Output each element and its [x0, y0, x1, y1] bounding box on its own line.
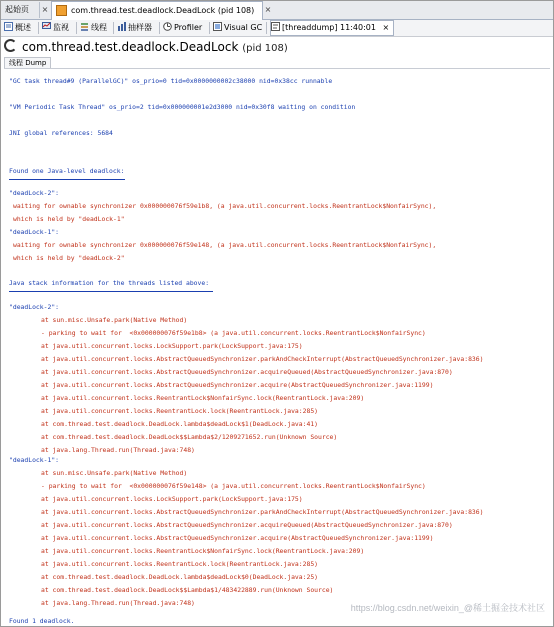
tab-deadlock-app[interactable] [51, 1, 263, 20]
stack-frame: at sun.misc.Unsafe.park(Native Method) [41, 316, 188, 324]
application-icon [56, 5, 67, 16]
profiler-button[interactable] [163, 21, 202, 35]
page-title [4, 38, 288, 56]
threads-icon [80, 22, 89, 31]
monitor-button[interactable] [42, 21, 69, 35]
dump-line: "deadLock-1": [9, 228, 60, 236]
dump-line: waiting for ownable synchronizer 0x000000076f59e1b8, (a java.util.concurrent.locks.ReentrantLock$NonfairSync), [13, 202, 437, 210]
divider [9, 179, 125, 180]
overview-label: 概述 [15, 23, 31, 32]
overview-button[interactable] [4, 21, 31, 35]
visual-gc-icon [213, 22, 222, 31]
stack-frame: at java.util.concurrent.locks.ReentrantLock.lock(ReentrantLock.java:285) [41, 407, 319, 415]
dump-line: which is held by "deadLock-2" [13, 254, 125, 262]
stack-frame: at sun.misc.Unsafe.park(Native Method) [41, 469, 188, 477]
toolbar-divider [209, 22, 210, 34]
tab-label: com.thread.test.deadlock.DeadLock (pid 108) [71, 6, 255, 15]
stack-frame: at java.util.concurrent.locks.LockSupport.park(LockSupport.java:175) [41, 342, 303, 350]
dump-line: waiting for ownable synchronizer 0x000000076f59e148, (a java.util.concurrent.locks.ReentrantLock$NonfairSync), [13, 241, 437, 249]
dump-line: JNI global references: 5684 [9, 129, 113, 137]
stack-frame: at java.util.concurrent.locks.AbstractQueuedSynchronizer.acquire(AbstractQueuedSynchronizer.java:1199) [41, 534, 434, 542]
dump-line: "deadLock-1": [9, 456, 60, 464]
stack-frame: at java.util.concurrent.locks.ReentrantLock$NonfairSync.lock(ReentrantLock.java:209) [41, 394, 365, 402]
refresh-icon [4, 39, 17, 52]
app-pid: (pid 108) [242, 43, 288, 54]
stack-frame: at java.util.concurrent.locks.AbstractQueuedSynchronizer.parkAndCheckInterrupt(AbstractQueuedSynchronizer.java:836) [41, 508, 484, 516]
monitor-icon [42, 22, 51, 31]
stack-frame: at java.util.concurrent.locks.AbstractQueuedSynchronizer.acquire(AbstractQueuedSynchronizer.java:1199) [41, 381, 434, 389]
dump-line: "GC task thread#9 (ParallelGC)" os_prio=0 tid=0x0000000002c38000 nid=0x38cc runnable [9, 77, 333, 85]
divider [9, 291, 213, 292]
dump-line: Found 1 deadlock. [9, 617, 75, 625]
thread-dump-icon [271, 22, 280, 31]
toolbar-divider [159, 22, 160, 34]
dump-line: "deadLock-2": [9, 189, 60, 197]
close-icon[interactable]: × [41, 5, 49, 14]
threads-label: 线程 [91, 23, 107, 32]
stack-frame: - parking to wait for <0x000000076f59e1b8> (a java.util.concurrent.locks.ReentrantLock$NonfairSync) [41, 329, 426, 337]
stack-frame: at java.util.concurrent.locks.LockSupport.park(LockSupport.java:175) [41, 495, 303, 503]
dump-line: Java stack information for the threads listed above: [9, 279, 210, 287]
stack-frame: at com.thread.test.deadlock.DeadLock.lambda$deadLock$0(DeadLock.java:25) [41, 573, 319, 581]
dump-line: "deadLock-2": [9, 303, 60, 311]
overview-icon [4, 22, 13, 31]
profiler-icon [163, 22, 172, 31]
stack-frame: at java.lang.Thread.run(Thread.java:748) [41, 446, 195, 454]
toolbar-divider [113, 22, 114, 34]
stack-frame: at com.thread.test.deadlock.DeadLock.lambda$deadLock$1(DeadLock.java:41) [41, 420, 319, 428]
stack-frame: at java.lang.Thread.run(Thread.java:748) [41, 599, 195, 607]
close-icon[interactable]: × [264, 5, 272, 14]
tab-strip [1, 1, 553, 20]
section-header [4, 57, 550, 69]
stack-frame: at java.util.concurrent.locks.AbstractQueuedSynchronizer.acquireQueued(AbstractQueuedSynchronizer.java:870) [41, 521, 453, 529]
close-icon[interactable]: × [382, 23, 390, 32]
toolbar [1, 20, 553, 37]
toolbar-divider [76, 22, 77, 34]
tab-start-page[interactable]: 起始页 [3, 2, 40, 18]
sampler-button[interactable] [117, 21, 152, 35]
stack-frame: at java.util.concurrent.locks.AbstractQueuedSynchronizer.parkAndCheckInterrupt(AbstractQueuedSynchronizer.java:836) [41, 355, 484, 363]
visual-gc-button[interactable] [213, 21, 262, 35]
threads-button[interactable] [80, 21, 107, 35]
profiler-label: Profiler [174, 23, 203, 32]
sampler-icon [117, 22, 126, 31]
visual-gc-label: Visual GC [224, 23, 263, 32]
app-name: com.thread.test.deadlock.DeadLock [22, 40, 239, 54]
sampler-label: 抽样器 [128, 23, 152, 32]
stack-frame: at java.util.concurrent.locks.ReentrantLock.lock(ReentrantLock.java:285) [41, 560, 319, 568]
watermark: https://blog.csdn.net/weixin_@稀土掘金技术社区 [350, 603, 545, 613]
dump-line: which is held by "deadLock-1" [13, 215, 125, 223]
dump-line: Found one Java-level deadlock: [9, 167, 125, 175]
stack-frame: - parking to wait for <0x000000076f59e148> (a java.util.concurrent.locks.ReentrantLock$NonfairSync) [41, 482, 426, 490]
thread-dump-tab[interactable] [270, 20, 394, 36]
stack-frame: at com.thread.test.deadlock.DeadLock$$Lambda$2/1209271652.run(Unknown Source) [41, 433, 338, 441]
stack-frame: at com.thread.test.deadlock.DeadLock$$Lambda$1/483422889.run(Unknown Source) [41, 586, 334, 594]
thread-dump-label: [threaddump] 11:40:01 [282, 23, 376, 32]
thread-dump-content [9, 73, 551, 626]
section-label: 线程 Dump [4, 57, 51, 68]
dump-line: "VM Periodic Task Thread" os_prio=2 tid=0x000000001e2d3000 nid=0x30f8 waiting on condition [9, 103, 356, 111]
stack-frame: at java.util.concurrent.locks.AbstractQueuedSynchronizer.acquireQueued(AbstractQueuedSynchronizer.java:870) [41, 368, 453, 376]
stack-frame: at java.util.concurrent.locks.ReentrantLock$NonfairSync.lock(ReentrantLock.java:209) [41, 547, 365, 555]
toolbar-divider [38, 22, 39, 34]
monitor-label: 监视 [53, 23, 69, 32]
toolbar-divider [266, 22, 267, 34]
